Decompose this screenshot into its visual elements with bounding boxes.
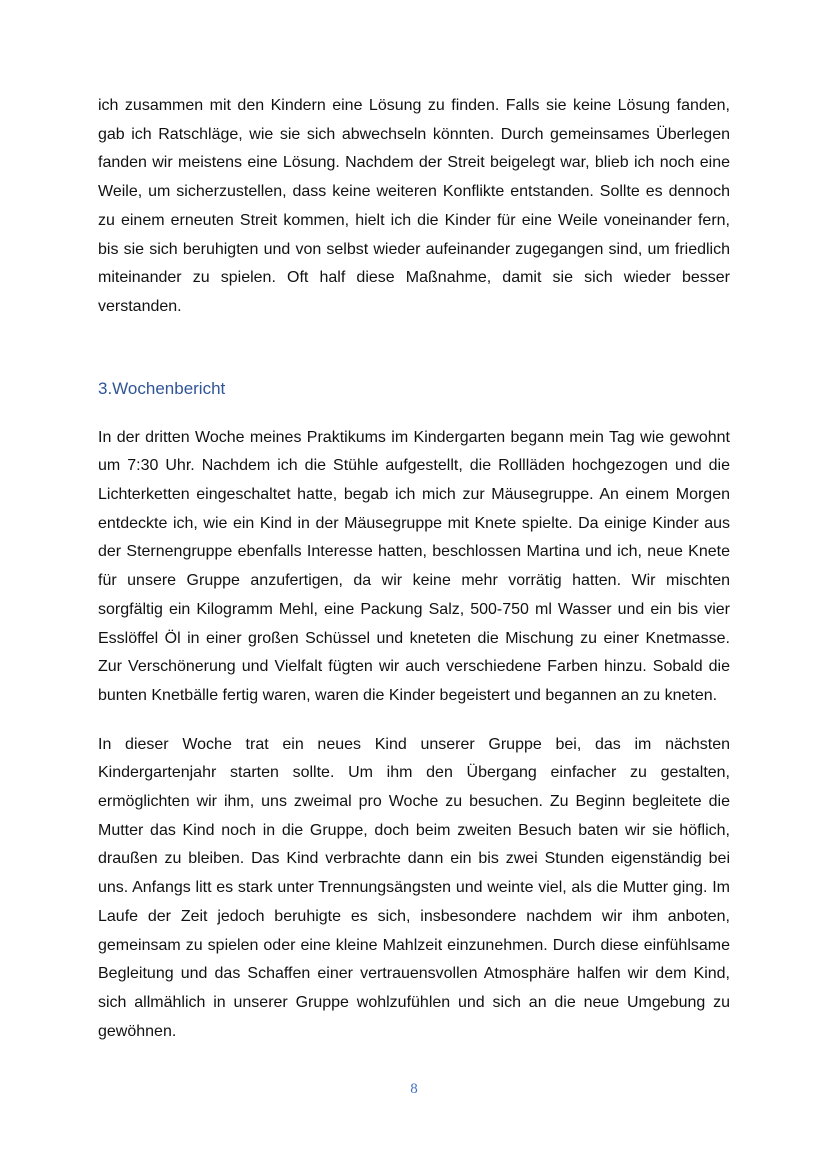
body-paragraph-1: In der dritten Woche meines Praktikums im Kindergarten begann mein Tag wie gewohnt um 7:30 Uhr. Nachdem ich die Stühle aufgestellt, die Rollläden hochgezogen und die Lichterketten eingeschaltet hatte, begab ich mich zur Mäusegruppe. An einem Morgen entdeckte ich, wie ein Kind in der Mäusegruppe mit Knete spielte. Da einige Kinder aus der Sternengruppe ebenfalls Interesse hatten, beschlossen Martina und ich, neue Knete für unsere Gruppe anzufertigen, da wir keine mehr vorrätig hatten. Wir mischten sorgfältig ein Kilogramm Mehl, eine Packung Salz, 500-750 ml Wasser und ein bis vier Esslöffel Öl in einer großen Schüssel und kneteten die Mischung zu einer Knetmasse. Zur Verschönerung und Vielfalt fügten wir auch verschiedene Farben hinzu. Sobald die bunten Knetbälle fertig waren, waren die Kinder begeistert und begannen an zu kneten. — [98, 428, 730, 704]
section-heading: 3.Wochenbericht — [98, 378, 226, 398]
intro-paragraph: ich zusammen mit den Kindern eine Lösung zu finden. Falls sie keine Lösung fanden, gab ich Ratschläge, wie sie sich abwechseln könnten. Durch gemeinsames Überlegen fanden wir meistens eine Lösung. Nachdem der Streit beigelegt war, blieb ich noch eine Weile, um sicherzustellen, dass keine weiteren Konflikte entstanden. Sollte es dennoch zu einem erneuten Streit kommen, hielt ich die Kinder für eine Weile voneinander fern, bis sie sich beruhigten und von selbst wieder aufeinander zugegangen sind, um friedlich miteinander zu spielen. Oft half diese Maßnahme, damit sie sich wieder besser verstanden. — [98, 97, 730, 315]
document-page — [98, 92, 730, 1046]
body-paragraph-2: In dieser Woche trat ein neues Kind unserer Gruppe bei, das im nächsten Kindergartenjahr starten sollte. Um ihm den Übergang einfacher zu gestalten, ermöglichten wir ihm, uns zweimal pro Woche zu besuchen. Zu Beginn begleitete die Mutter das Kind noch in die Gruppe, doch beim zweiten Besuch baten wir sie höflich, draußen zu bleiben. Das Kind verbrachte dann ein bis zwei Stunden eigenständig bei uns. Anfangs litt es stark unter Trennungsängsten und weinte viel, als die Mutter ging. Im Laufe der Zeit jedoch beruhigte es sich, insbesondere nachdem wir ihm anboten, gemeinsam zu spielen oder eine kleine Mahlzeit einzunehmen. Durch diese einfühlsame Begleitung und das Schaffen einer vertrauensvollen Atmosphäre halfen wir dem Kind, sich allmählich in unserer Gruppe wohlzufühlen und sich an die neue Umgebung zu gewöhnen. — [98, 735, 730, 1040]
page-number: 8 — [410, 1081, 418, 1097]
